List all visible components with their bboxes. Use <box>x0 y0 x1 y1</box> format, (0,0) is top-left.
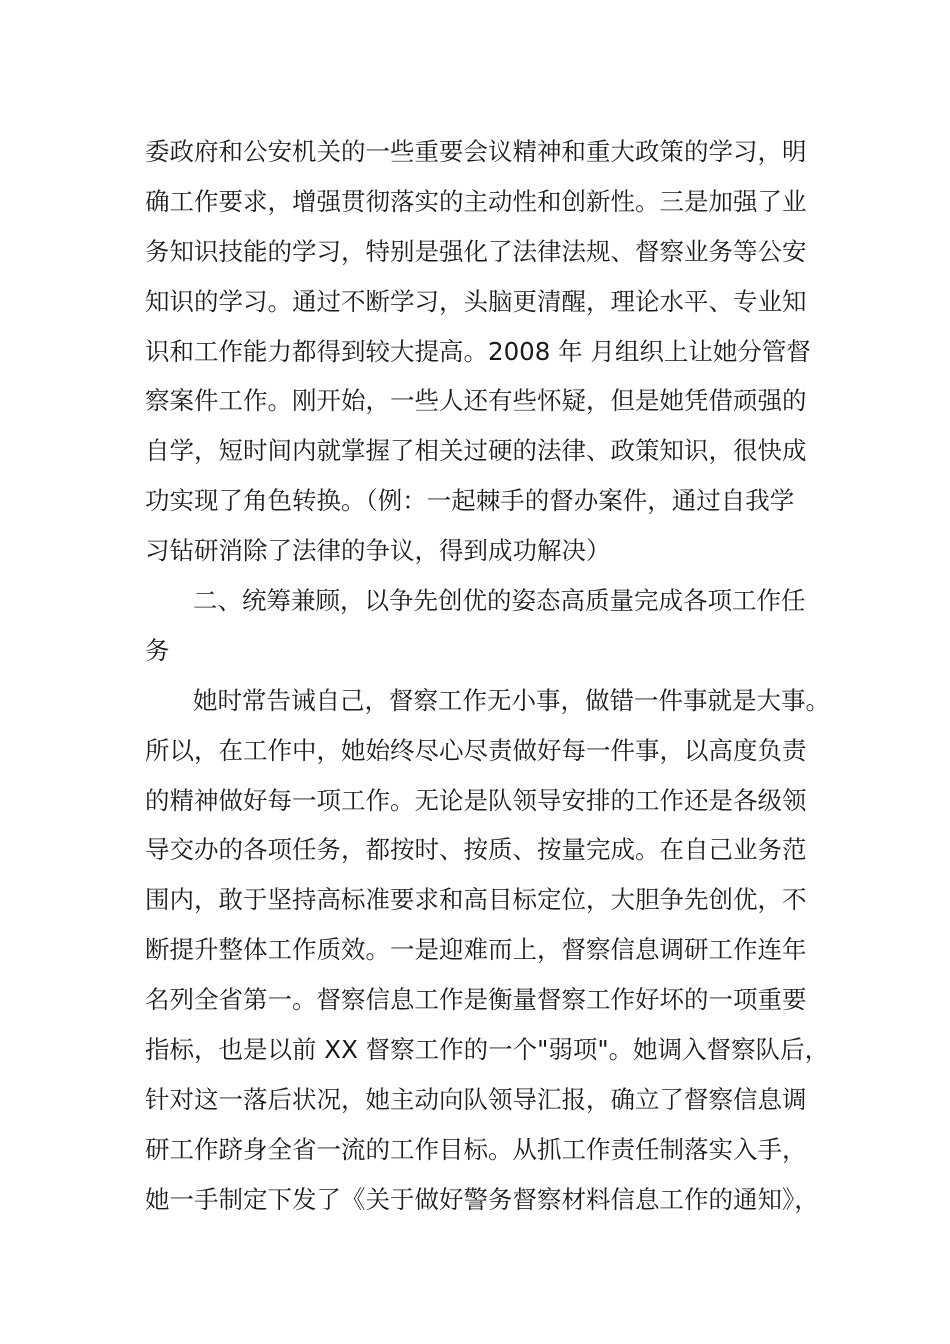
text-line: 察案件工作。刚开始，一些人还有些怀疑，但是她凭借顽强的 <box>145 386 807 416</box>
text-line: 针对这一落后状况，她主动向队领导汇报，确立了督察信息调 <box>145 1084 807 1114</box>
text-line: 自学，短时间内就掌握了相关过硬的法律、政策知识，很快成 <box>145 436 807 466</box>
text-line: 务知识技能的学习，特别是强化了法律法规、督察业务等公安 <box>145 236 807 266</box>
text-line: 围内，敢于坚持高标准要求和高目标定位，大胆争先创优，不 <box>145 885 807 915</box>
text-line: 指标，也是以前 XX 督察工作的一个"弱项"。她调入督察队后， <box>145 1035 830 1065</box>
section-heading: 二、统筹兼顾，以争先创优的姿态高质量完成各项工作任 <box>193 586 806 616</box>
text-line: 确工作要求，增强贯彻落实的主动性和创新性。三是加强了业 <box>145 186 807 216</box>
text-line: 所以，在工作中，她始终尽心尽责做好每一件事，以高度负责 <box>145 735 807 765</box>
text-line: 导交办的各项任务，都按时、按质、按量完成。在自己业务范 <box>145 835 807 865</box>
text-line: 委政府和公安机关的一些重要会议精神和重大政策的学习，明 <box>145 137 807 166</box>
text-line: 功实现了角色转换。（例：一起棘手的督办案件，通过自我学 <box>145 486 795 516</box>
text-line: 习钻研消除了法律的争议，得到成功解决） <box>145 536 611 566</box>
text-line: 知识的学习。通过不断学习，头脑更清醒，理论水平、专业知 <box>145 286 807 316</box>
text-line: 她一手制定下发了《关于做好警务督察材料信息工作的通知》， <box>145 1184 819 1214</box>
text-line: 名列全省第一。督察信息工作是衡量督察工作好坏的一项重要 <box>145 985 807 1015</box>
text-line: 的精神做好每一项工作。无论是队领导安排的工作还是各级领 <box>145 785 807 815</box>
body-text <box>145 127 830 1225</box>
text-line: 识和工作能力都得到较大提高。2008 年 月组织上让她分管督 <box>145 336 811 366</box>
text-line: 研工作跻身全省一流的工作目标。从抓工作责任制落实入手， <box>145 1134 807 1164</box>
section-heading-continuation: 务 <box>145 635 170 665</box>
text-line: 断提升整体工作质效。一是迎难而上，督察信息调研工作连年 <box>145 935 807 965</box>
paragraph-start: 她时常告诫自己，督察工作无小事，做错一件事就是大事。 <box>193 685 830 715</box>
